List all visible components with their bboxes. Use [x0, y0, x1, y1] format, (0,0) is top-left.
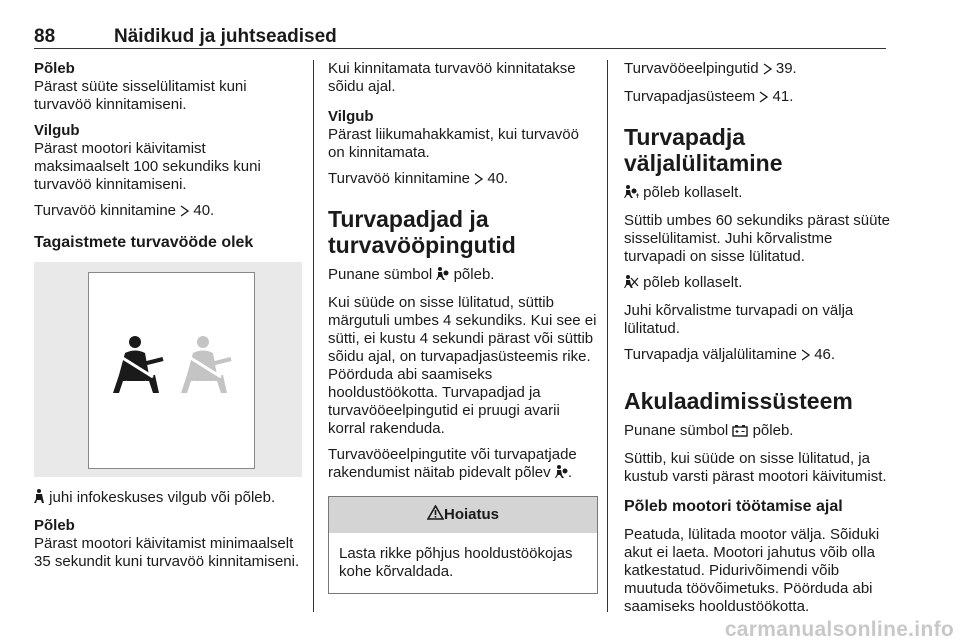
paragraph: Peatuda, lülitada mootor välja. Sõiduki akut ei laeta. Mootori jahutus võib olla katkestatud. Pidurivõimendi võib muutuda töövõimetuks. Pöörduda abi saamiseks hooldustöökotta. [624, 526, 880, 615]
paragraph: Pärast mootori käivitamist maksimaalselt 100 sekundiks kuni turvavöö kinnitamiseni. [34, 140, 261, 193]
paragraph [328, 446, 598, 484]
paragraph: Kui süüde on sisse lülitatud, süttib märgutuli umbes 4 sekundiks. Kui see ei sütti, ei kustu 4 sekundi pärast või süttib sõidu ajal, on turvapadjasüsteemis rike. Pöörduda abi saamiseks hooldustöökotta. Turvapadjad ja turvavööeelpingutid ei pruugi avarii korral rakenduda. [328, 294, 597, 437]
airbag-icon [555, 465, 568, 484]
column-2 [328, 60, 598, 594]
section-title: Põleb mootori töötamise ajal [624, 498, 843, 515]
text: põleb. [453, 266, 495, 283]
text: Turvavööeelpingutite või turvapatjade rakendumist näitab pidevalt põlev [328, 446, 577, 481]
seatbelt-fastened-icon [109, 335, 167, 397]
text: põleb kollaselt. [643, 184, 743, 201]
text: põleb. [752, 422, 794, 439]
paragraph: Kui kinnitamata turvavöö kinnitatakse sõidu ajal. [328, 60, 576, 95]
seatbelt-icon [34, 489, 45, 509]
cross-reference[interactable] [34, 202, 302, 222]
text: põleb kollaselt. [643, 274, 743, 291]
airbag-off-icon [624, 275, 639, 294]
page-title: Näidikud ja juhtseadised [114, 26, 337, 47]
paragraph: Süttib, kui süüde on sisse lülitatud, ja kustub varsti pärast mootori käivitumist. [624, 450, 887, 485]
reference-text: Turvavöö kinnitamine [34, 202, 177, 219]
reference-page: 40. [487, 170, 509, 187]
section-title: Turvapadja väljalülitamine [624, 124, 783, 176]
airbag-on-icon [624, 185, 639, 204]
reference-page: 41. [772, 88, 794, 105]
page-arrow-icon [180, 204, 189, 222]
battery-icon [732, 424, 748, 442]
paragraph: Pärast liikumahakkamist, kui turvavöö on kinnitamata. [328, 126, 579, 161]
seatbelt-unfastened-icon [177, 335, 235, 397]
watermark: carmanualsonline.info [724, 618, 954, 641]
text: Punane sümbol [624, 422, 729, 439]
column-3 [624, 60, 894, 624]
column-divider-2 [607, 60, 608, 612]
paragraph: Juhi kõrvalistme turvapadi on välja lülitatud. [624, 302, 854, 337]
column-1 [34, 60, 302, 579]
reference-text: Turvapadja väljalülitamine [624, 346, 797, 363]
page-header [34, 24, 886, 50]
cross-reference[interactable] [624, 60, 894, 80]
warning-box [328, 496, 598, 594]
caption-text: juhi infokeskuses vilgub või põleb. [49, 489, 276, 506]
section-heading: Vilgub [34, 122, 80, 139]
page-number: 88 [34, 26, 56, 47]
period: . [567, 464, 572, 481]
warning-header [329, 497, 597, 533]
section-flash [34, 122, 302, 194]
seatbelt-status-figure [34, 262, 302, 477]
reference-page: 39. [775, 60, 797, 77]
column-divider-1 [313, 60, 314, 612]
warning-text: Lasta rikke põhjus hooldustöökojas kohe kõrvaldada. [339, 545, 573, 580]
paragraph [624, 184, 894, 204]
title-line: turvavööpingutid [328, 232, 516, 258]
paragraph: Pärast mootori käivitamist minimaalselt 35 sekundit kuni turvavöö kinnitamiseni. [34, 535, 300, 570]
section-title: Tagaistmete turvavööde olek [34, 234, 254, 251]
figure-caption [34, 489, 302, 509]
paragraph: Süttib umbes 60 sekundiks pärast süüte sisselülitamist. Juhi kõrvalistme turvapadi on sisse lülitatud. [624, 212, 890, 265]
header-rule [34, 48, 886, 49]
display-frame [88, 272, 255, 469]
section-flash [328, 108, 598, 162]
paragraph [624, 274, 894, 294]
cross-reference[interactable] [624, 346, 894, 366]
page-arrow-icon [474, 172, 483, 190]
section-title: Akulaadimissüsteem [624, 388, 853, 414]
section-heading: Põleb [34, 517, 75, 534]
airbag-icon [436, 267, 449, 286]
reference-page: 40. [193, 202, 215, 219]
section-on [34, 60, 302, 114]
page-arrow-icon [759, 90, 768, 108]
reference-text: Turvavöö kinnitamine [328, 170, 471, 187]
warning-title: Hoiatus [443, 506, 499, 523]
paragraph: Pärast süüte sisselülitamist kuni turvavöö kinnitamiseni. [34, 78, 247, 113]
reference-text: Turvapadjasüsteem [624, 88, 756, 105]
cross-reference[interactable] [328, 170, 598, 190]
page-arrow-icon [763, 62, 772, 80]
cross-reference[interactable] [624, 88, 894, 108]
reference-page: 46. [814, 346, 836, 363]
reference-text: Turvavööeelpingutid [624, 60, 759, 77]
section-title [328, 206, 598, 258]
paragraph [624, 422, 894, 442]
section-heading: Põleb [34, 60, 75, 77]
title-line: Turvapadjad ja [328, 206, 489, 232]
section-rear-on [34, 517, 302, 571]
text: Punane sümbol [328, 266, 433, 283]
page-arrow-icon [801, 348, 810, 366]
paragraph [328, 266, 598, 286]
warning-triangle-icon [427, 505, 444, 525]
section-heading: Vilgub [328, 108, 374, 125]
